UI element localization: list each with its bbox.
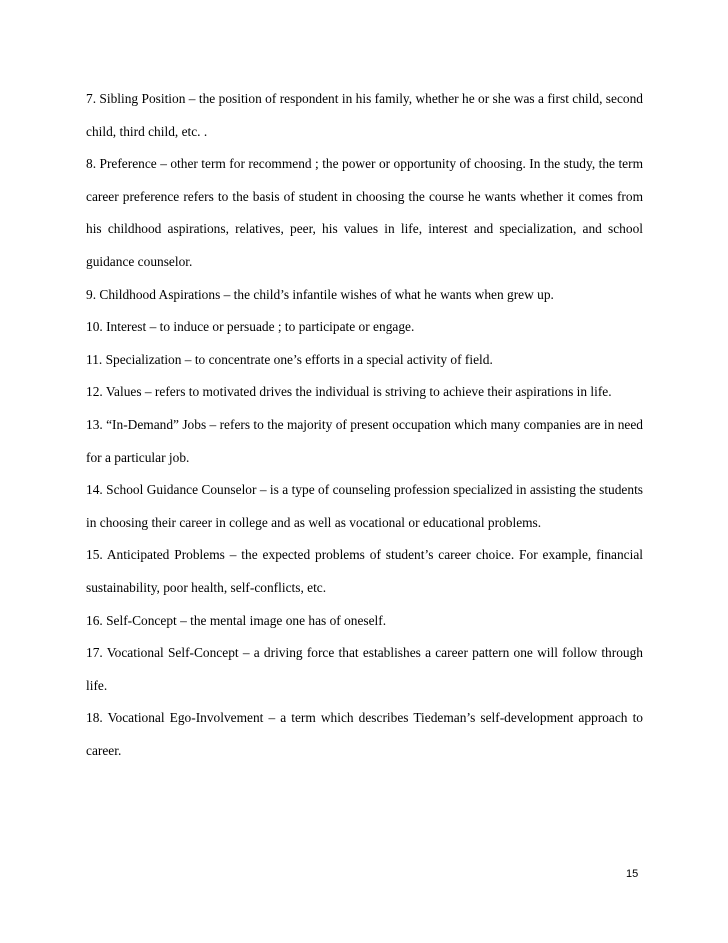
definition-in-demand-jobs: 13. “In-Demand” Jobs – refers to the majority of present occupation which many companies are in need for a particular job. xyxy=(86,416,643,465)
definition-childhood-aspirations: 9. Childhood Aspirations – the child’s infantile wishes of what he wants when grew up. xyxy=(86,286,554,302)
definition-preference: 8. Preference – other term for recommend ; the power or opportunity of choosing. In the study, the term career preference refers to the basis of student in choosing the course he wants whether it comes from his childhood aspirations, relatives, peer, his values in life, interest and specialization, and school guidance counselor. xyxy=(86,156,643,269)
definition-self-concept: 16. Self-Concept – the mental image one has of oneself. xyxy=(86,612,387,628)
definition-vocational-ego-involvement: 18. Vocational Ego-Involvement – a term which describes Tiedeman’s self-development approach to career. xyxy=(86,710,643,758)
page-body xyxy=(86,83,643,767)
definition-anticipated-problems: 15. Anticipated Problems – the expected problems of student’s career choice. For example, financial sustainability, poor health, self-conflicts, etc. xyxy=(86,547,643,595)
page-number: 15 xyxy=(626,868,639,880)
definition-vocational-self-concept: 17. Vocational Self-Concept – a driving force that establishes a career pattern one will follow through life. xyxy=(86,645,643,693)
definition-sibling-position: 7. Sibling Position – the position of respondent in his family, whether he or she was a first child, second child, third child, etc. . xyxy=(86,91,643,139)
definition-school-guidance-counselor: 14. School Guidance Counselor – is a type of counseling profession specialized in assisting the students in choosing their career in college and as well as vocational or educational problems. xyxy=(86,482,643,530)
definition-specialization: 11. Specialization – to concentrate one’s efforts in a special activity of field. xyxy=(86,351,493,367)
definition-interest: 10. Interest – to induce or persuade ; to participate or engage. xyxy=(86,319,415,335)
definition-values: 12. Values – refers to motivated drives the individual is striving to achieve their aspirations in life. xyxy=(86,384,612,400)
